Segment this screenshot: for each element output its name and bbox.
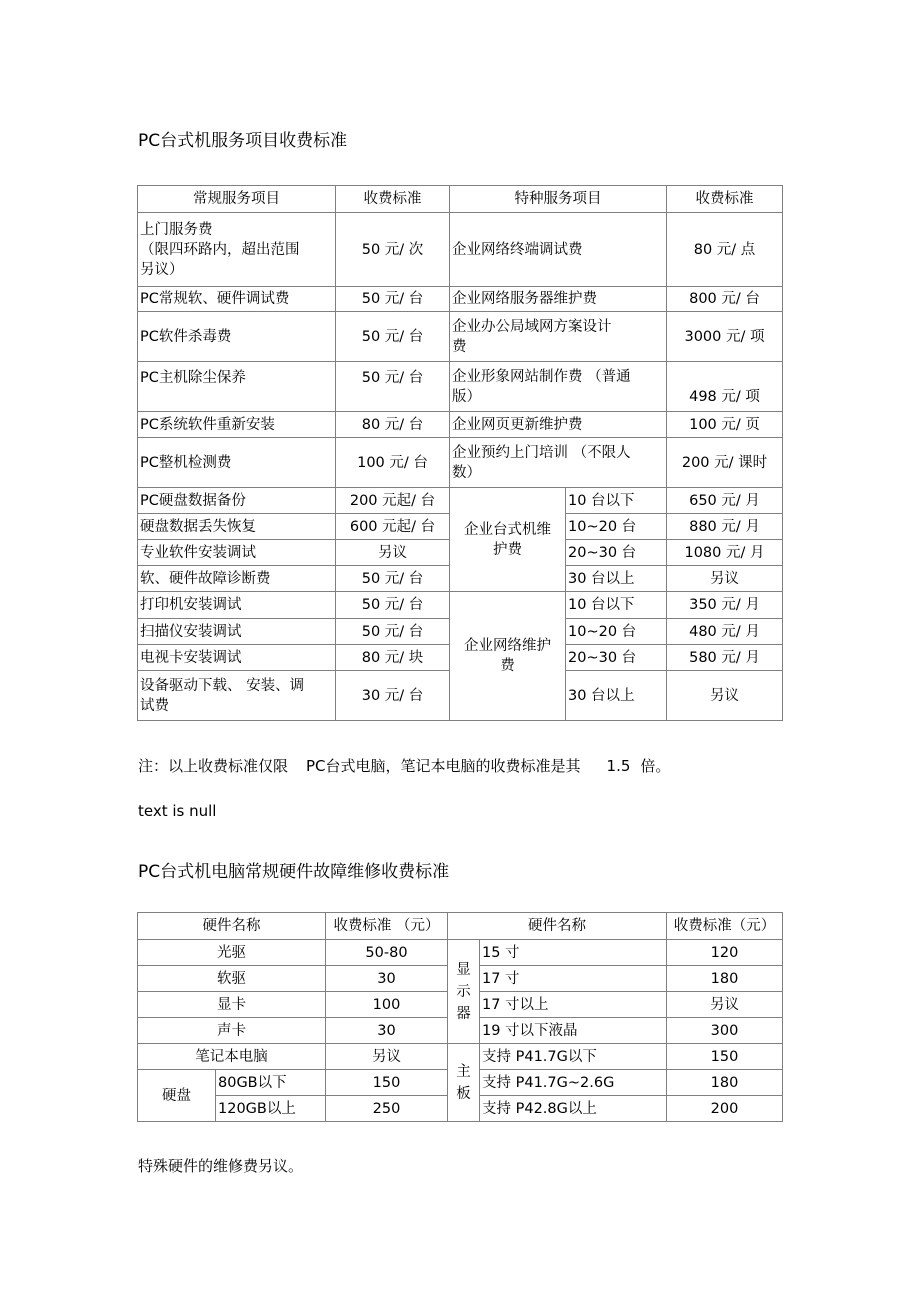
special-fee: 580 元/ 月 <box>667 645 783 671</box>
special-fee: 200 元/ 课时 <box>667 438 783 488</box>
disk-group-label: 硬盘 <box>138 1070 216 1122</box>
hardware-fee: 50-80 <box>326 940 448 966</box>
monitor-fee: 180 <box>667 966 783 992</box>
tier-label: 20~30 台 <box>566 540 667 566</box>
header-fee: 收费标准 <box>336 186 450 213</box>
regular-fee: 200 元起/ 台 <box>336 488 450 514</box>
tier-label: 10~20 台 <box>566 619 667 645</box>
price-note: 注：以上收费标准仅限 PC台式电脑，笔记本电脑的收费标准是其 1.5 倍。 <box>138 757 671 775</box>
hardware-name: 声卡 <box>138 1018 326 1044</box>
regular-item-name: 软、硬件故障诊断费 <box>138 566 336 592</box>
hardware-fee: 30 <box>326 966 448 992</box>
table-row <box>138 438 783 488</box>
motherboard-fee: 150 <box>667 1044 783 1070</box>
header-hardware-name: 硬件名称 <box>138 913 326 940</box>
table-row <box>138 362 783 412</box>
regular-item-name: 硬盘数据丢失恢复 <box>138 514 336 540</box>
header-special-fee: 收费标准 <box>667 186 783 213</box>
table-row <box>138 592 783 619</box>
table-row <box>138 940 783 966</box>
disk-fee: 150 <box>326 1070 448 1096</box>
group-label-network-maintenance: 企业网络维护 费 <box>450 592 566 721</box>
special-fee: 1080 元/ 月 <box>667 540 783 566</box>
disk-fee: 250 <box>326 1096 448 1122</box>
regular-item-name: 扫描仪安装调试 <box>138 619 336 645</box>
motherboard-group-label: 主 板 <box>448 1044 480 1122</box>
motherboard-fee: 200 <box>667 1096 783 1122</box>
disk-size: 80GB以下 <box>216 1070 326 1096</box>
regular-item-name: PC主机除尘保养 <box>138 362 336 412</box>
special-item-name: 企业网络终端调试费 <box>450 213 667 287</box>
monitor-group-label: 显 示 器 <box>448 940 480 1044</box>
monitor-size: 15 寸 <box>480 940 667 966</box>
special-fee: 80 元/ 点 <box>667 213 783 287</box>
special-item-name: 企业预约上门培训 （不限人 数） <box>450 438 667 488</box>
regular-item-name: 设备驱动下载、 安装、调 试费 <box>138 671 336 721</box>
monitor-size: 17 寸 <box>480 966 667 992</box>
regular-fee: 600 元起/ 台 <box>336 514 450 540</box>
special-fee: 350 元/ 月 <box>667 592 783 619</box>
tier-label: 10 台以下 <box>566 592 667 619</box>
regular-item-name: PC硬盘数据备份 <box>138 488 336 514</box>
hardware-repair-table <box>137 912 783 1122</box>
regular-item-name: PC常规软、硬件调试费 <box>138 287 336 312</box>
service-fee-table <box>137 185 783 721</box>
hardware-fee: 另议 <box>326 1044 448 1070</box>
regular-item-name: PC整机检测费 <box>138 438 336 488</box>
tier-label: 10 台以下 <box>566 488 667 514</box>
special-fee: 另议 <box>667 671 783 721</box>
regular-item-name: 打印机安装调试 <box>138 592 336 619</box>
special-fee: 100 元/ 页 <box>667 412 783 438</box>
group-label-desktop-maintenance: 企业台式机维 护费 <box>450 488 566 592</box>
monitor-fee: 另议 <box>667 992 783 1018</box>
monitor-size: 19 寸以下液晶 <box>480 1018 667 1044</box>
section1-title: PC台式机服务项目收费标准 <box>138 131 348 151</box>
disk-size: 120GB以上 <box>216 1096 326 1122</box>
tier-label: 20~30 台 <box>566 645 667 671</box>
special-item-name: 企业网页更新维护费 <box>450 412 667 438</box>
null-text: text is null <box>138 802 217 820</box>
regular-fee: 另议 <box>336 540 450 566</box>
regular-fee: 80 元/ 块 <box>336 645 450 671</box>
regular-item-name: PC软件杀毒费 <box>138 312 336 362</box>
regular-fee: 50 元/ 台 <box>336 566 450 592</box>
table-row <box>138 412 783 438</box>
monitor-size: 17 寸以上 <box>480 992 667 1018</box>
regular-item-name: 电视卡安装调试 <box>138 645 336 671</box>
table-row <box>138 488 783 514</box>
hardware-name: 软驱 <box>138 966 326 992</box>
motherboard-spec: 支持 P42.8G以上 <box>480 1096 667 1122</box>
table-row <box>138 287 783 312</box>
tier-label: 10~20 台 <box>566 514 667 540</box>
special-fee: 3000 元/ 项 <box>667 312 783 362</box>
regular-fee: 80 元/ 台 <box>336 412 450 438</box>
special-fee: 498 元/ 项 <box>667 362 783 412</box>
hardware-name: 显卡 <box>138 992 326 1018</box>
hardware-fee: 30 <box>326 1018 448 1044</box>
regular-fee: 100 元/ 台 <box>336 438 450 488</box>
special-hardware-note: 特殊硬件的维修费另议。 <box>138 1157 304 1175</box>
header-hardware-name-2: 硬件名称 <box>448 913 667 940</box>
special-item-name: 企业办公局域网方案设计 费 <box>450 312 667 362</box>
table-header-row <box>138 913 783 940</box>
monitor-fee: 120 <box>667 940 783 966</box>
regular-item-name: 专业软件安装调试 <box>138 540 336 566</box>
tier-label: 30 台以上 <box>566 566 667 592</box>
motherboard-fee: 180 <box>667 1070 783 1096</box>
regular-fee: 50 元/ 次 <box>336 213 450 287</box>
motherboard-spec: 支持 P41.7G以下 <box>480 1044 667 1070</box>
table-row <box>138 1044 783 1070</box>
regular-fee: 50 元/ 台 <box>336 362 450 412</box>
hardware-fee: 100 <box>326 992 448 1018</box>
header-fee: 收费标准 （元） <box>326 913 448 940</box>
regular-fee: 50 元/ 台 <box>336 592 450 619</box>
table-row <box>138 312 783 362</box>
header-special-item: 特种服务项目 <box>450 186 667 213</box>
regular-item-name: 上门服务费 （限四环路内，超出范围 另议） <box>138 213 336 287</box>
special-fee: 800 元/ 台 <box>667 287 783 312</box>
monitor-fee: 300 <box>667 1018 783 1044</box>
regular-fee: 50 元/ 台 <box>336 287 450 312</box>
header-fee-2: 收费标准（元） <box>667 913 783 940</box>
special-fee: 880 元/ 月 <box>667 514 783 540</box>
tier-label: 30 台以上 <box>566 671 667 721</box>
hardware-name: 笔记本电脑 <box>138 1044 326 1070</box>
table-header-row <box>138 186 783 213</box>
section2-title: PC台式机电脑常规硬件故障维修收费标准 <box>138 862 450 882</box>
hardware-name: 光驱 <box>138 940 326 966</box>
special-fee: 另议 <box>667 566 783 592</box>
regular-item-name: PC系统软件重新安装 <box>138 412 336 438</box>
regular-fee: 50 元/ 台 <box>336 312 450 362</box>
special-item-name: 企业形象网站制作费 （普通 版） <box>450 362 667 412</box>
special-fee: 650 元/ 月 <box>667 488 783 514</box>
special-item-name: 企业网络服务器维护费 <box>450 287 667 312</box>
header-regular-item: 常规服务项目 <box>138 186 336 213</box>
regular-fee: 50 元/ 台 <box>336 619 450 645</box>
regular-fee: 30 元/ 台 <box>336 671 450 721</box>
special-fee: 480 元/ 月 <box>667 619 783 645</box>
table-row <box>138 213 783 287</box>
motherboard-spec: 支持 P41.7G~2.6G <box>480 1070 667 1096</box>
